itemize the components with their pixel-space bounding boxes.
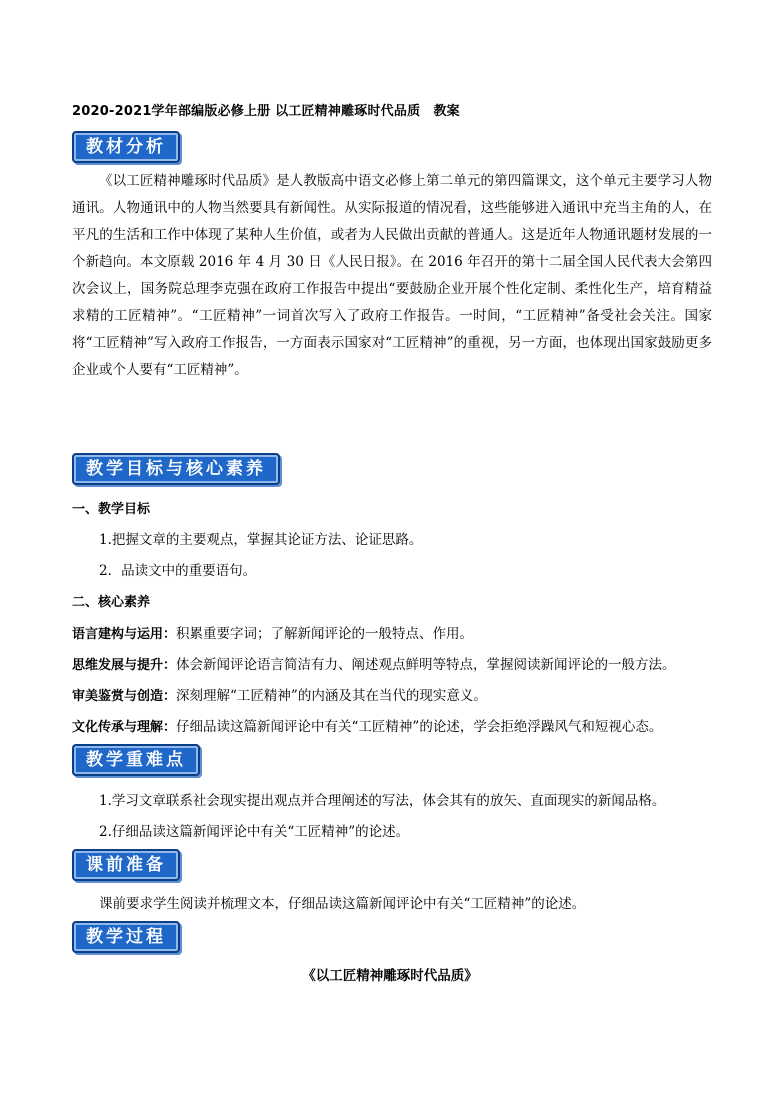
goal-item-1: 1.把握文章的主要观点，掌握其论证方法、论证思路。 (99, 532, 423, 548)
key-point-item-2: 2.仔细品读这篇新闻评论中有关“工匠精神”的论述。 (99, 824, 410, 840)
preparation-text: 课前要求学生阅读并梳理文本，仔细品读这篇新闻评论中有关“工匠精神”的论述。 (99, 896, 586, 912)
section-badge-process: 教学过程 (72, 921, 180, 953)
core-text: 积累重要字词；了解新闻评论的一般特点、作用。 (176, 626, 474, 642)
core-label: 思维发展与提升： (72, 658, 177, 673)
core-item-language (72, 622, 473, 642)
process-title: 《以工匠精神雕琢时代品质》 (302, 968, 478, 984)
section-badge-goals: 教学目标与核心素养 (72, 453, 280, 485)
core-item-culture (72, 715, 662, 735)
analysis-paragraph: 《以工匠精神雕琢时代品质》是人教版高中语文必修上第二单元的第四篇课文，这个单元主要学习人物通讯。人物通讯中的人物当然要具有新闻性。从实际报道的情况看，这些能够进入通讯中充当主角的人，在平凡的生活和工作中体现了某种人生价值，或者为人民做出贡献的普通人。这是近年人物通讯题材发展的一个新趋向。本文原载 2016 年 4 月 30 日《人民日报》。在 2016 年召开的第十二届全国人民代表大会第四次会议上，国务院总理李克强在政府工作报告中提出“要鼓励企业开展个性化定制、柔性化生产，培育精益求精的工匠精神”。“工匠精神”一词首次写入了政府工作报告。一时间，“工匠精神”备受社会关注。国家将“工匠精神”写入政府工作报告，一方面表示国家对“工匠精神”的重视，另一方面，也体现出国家鼓励更多企业或个人要有“工匠精神”。 (72, 173, 712, 378)
section-badge-preparation: 课前准备 (72, 849, 180, 881)
key-point-item-1: 1.学习文章联系社会现实提出观点并合理阐述的写法，体会其有的放矢、直面现实的新闻品格。 (99, 793, 666, 809)
document-title: 2020-2021学年部编版必修上册 以工匠精神雕琢时代品质 教案 (72, 104, 460, 119)
core-text: 深刻理解“工匠精神”的内涵及其在当代的现实意义。 (176, 688, 487, 704)
core-text: 体会新闻评论语言简洁有力、阐述观点鲜明等特点，掌握阅读新闻评论的一般方法。 (176, 657, 676, 673)
goal-item-2: 2．品读文中的重要语句。 (99, 563, 257, 579)
core-label: 语言建构与运用： (72, 627, 177, 642)
core-text: 仔细品读这篇新闻评论中有关“工匠精神”的论述，学会拒绝浮躁风气和短视心态。 (176, 719, 663, 735)
goals-heading: 一、教学目标 (72, 502, 151, 517)
core-label: 审美鉴赏与创造： (72, 689, 177, 704)
core-item-aesthetic (72, 684, 487, 704)
core-label: 文化传承与理解： (72, 720, 177, 735)
core-heading: 二、核心素养 (72, 595, 151, 610)
section-badge-key-points: 教学重难点 (72, 744, 200, 776)
core-item-thinking (72, 653, 676, 673)
section-badge-analysis: 教材分析 (72, 131, 180, 163)
